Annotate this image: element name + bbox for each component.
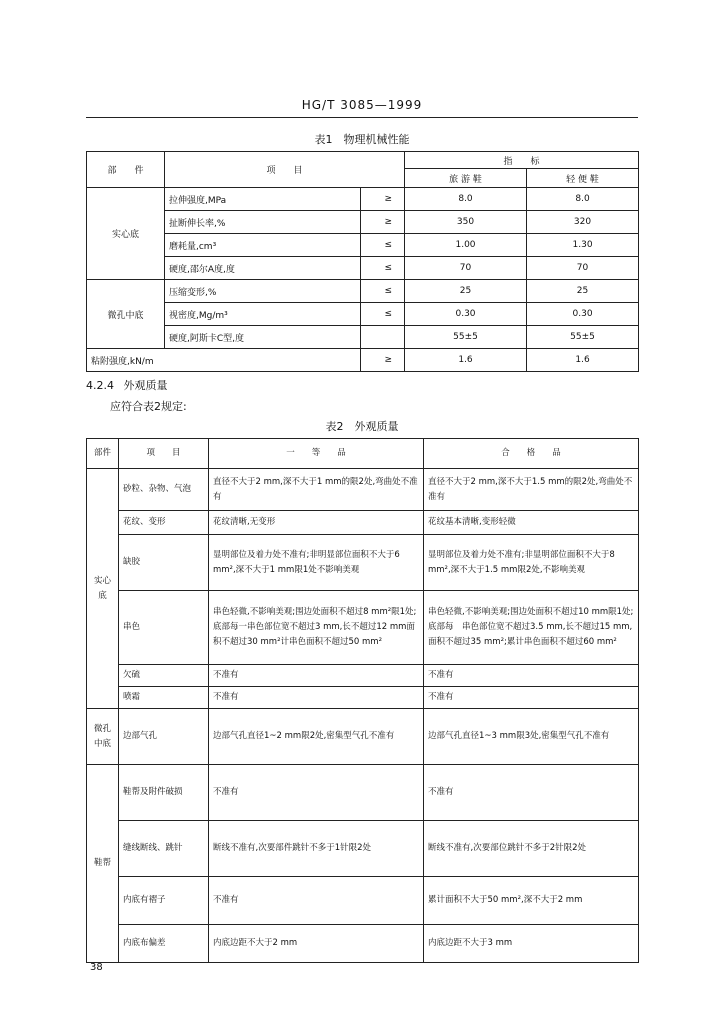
t2-g2: 不准有 [424,765,639,821]
t2-item: 砂粒、杂物、气泡 [119,469,209,511]
t1-head-col1: 旅 游 鞋 [405,169,527,188]
t2-item: 串色 [119,591,209,665]
t2-head-g1: 一 等 品 [209,439,424,469]
t1-v2: 0.30 [527,303,639,326]
section-title: 外观质量 [123,379,168,392]
t2-g2: 显明部位及着力处不准有;非显明部位面积不大于8 mm²,深不大于1.5 mm限2处,不影响美观 [424,535,639,591]
t1-v1: 70 [405,257,527,280]
appearance-quality-table [86,438,639,963]
section-heading [86,377,168,393]
t2-g1: 显明部位及着力处不准有;非明显部位面积不大于6 mm²,深不大于1 mm限1处不影响美观 [209,535,424,591]
section-text: 应符合表2规定: [110,400,187,413]
t2-g1: 断线不准有,次要部件跳针不多于1针限2处 [209,821,424,877]
t2-g1: 不准有 [209,665,424,687]
t2-part: 鞋帮 [87,765,119,963]
t2-item: 缺胶 [119,535,209,591]
t1-item: 扯断伸长率,% [165,211,361,234]
t1-sym [361,326,405,349]
t1-sym: ≤ [361,257,405,280]
t2-g2: 内底边距不大于3 mm [424,925,639,963]
standard-header: HG/T 3085—1999 [301,98,423,112]
t1-sym: ≥ [361,188,405,211]
t2-item: 内底布偏差 [119,925,209,963]
t2-g1: 花纹清晰,无变形 [209,511,424,535]
t2-item: 欠硫 [119,665,209,687]
t1-item: 磨耗量,cm³ [165,234,361,257]
t1-v2: 320 [527,211,639,234]
t2-g2: 不准有 [424,665,639,687]
t1-v2: 8.0 [527,188,639,211]
t2-part: 微孔中底 [87,709,119,765]
t1-v2: 1.6 [527,349,639,372]
t1-part: 微孔中底 [87,280,165,349]
page-number: 38 [90,962,103,973]
t1-v1: 1.00 [405,234,527,257]
header-rule [86,117,638,118]
table1-caption: 表1 物理机械性能 [314,133,410,146]
t1-v2: 70 [527,257,639,280]
t1-item: 硬度,邵尔A度,度 [165,257,361,280]
t1-sym: ≤ [361,280,405,303]
t2-head-item: 项 目 [119,439,209,469]
t1-v1: 0.30 [405,303,527,326]
t2-g2: 断线不准有,次要部位跳针不多于2针限2处 [424,821,639,877]
t2-item: 内底有褶子 [119,877,209,925]
t1-item: 粘附强度,kN/m [87,349,361,372]
t1-head-item: 项 目 [165,152,405,188]
t2-item: 喷霜 [119,687,209,709]
t2-g1: 串色轻微,不影响美观;围边处面积不超过8 mm²限1处;底部每一串色部位宽不超过3 mm,长不超过12 mm面积不超过30 mm²计串色面积不超过50 mm² [209,591,424,665]
t2-g2: 直径不大于2 mm,深不大于1.5 mm的限2处,弯曲处不准有 [424,469,639,511]
t1-sym: ≤ [361,234,405,257]
t2-g2: 不准有 [424,687,639,709]
table2-caption: 表2 外观质量 [325,420,399,433]
t2-g2: 累计面积不大于50 mm²,深不大于2 mm [424,877,639,925]
t1-part: 实心底 [87,188,165,280]
t1-item: 拉伸强度,MPa [165,188,361,211]
t1-item: 硬度,阿斯卡C型,度 [165,326,361,349]
t2-g1: 边部气孔直径1~2 mm限2处,密集型气孔不准有 [209,709,424,765]
t1-head-col2: 轻 便 鞋 [527,169,639,188]
t1-v1: 8.0 [405,188,527,211]
t2-g2: 边部气孔直径1~3 mm限3处,密集型气孔不准有 [424,709,639,765]
t2-item: 边部气孔 [119,709,209,765]
t1-sym: ≥ [361,349,405,372]
t2-item: 缝线断线、跳针 [119,821,209,877]
t1-sym: ≥ [361,211,405,234]
t1-v1: 1.6 [405,349,527,372]
t2-g2: 串色轻微,不影响美观;围边处面积不超过10 mm限1处;底部每 串色部位宽不超过3.5 mm,长不超过15 mm,面积不超过35 mm²;累计串色面积不超过60 mm² [424,591,639,665]
t2-item: 鞋帮及附件破损 [119,765,209,821]
t1-head-part: 部 件 [87,152,165,188]
t1-item: 视密度,Mg/m³ [165,303,361,326]
t2-head-part: 部件 [87,439,119,469]
t2-g1: 不准有 [209,687,424,709]
t1-v1: 350 [405,211,527,234]
t2-g1: 不准有 [209,765,424,821]
t2-g2: 花纹基本清晰,变形轻微 [424,511,639,535]
t2-item: 花纹、变形 [119,511,209,535]
t2-g1: 不准有 [209,877,424,925]
section-number: 4.2.4 [86,379,114,392]
t2-head-g2: 合 格 品 [424,439,639,469]
t2-g1: 直径不大于2 mm,深不大于1 mm的限2处,弯曲处不准有 [209,469,424,511]
t2-part: 实心底 [87,469,119,709]
t1-v2: 25 [527,280,639,303]
physical-properties-table [86,151,639,372]
t1-item: 压缩变形,% [165,280,361,303]
t1-v2: 1.30 [527,234,639,257]
t1-head-index: 指 标 [405,152,639,169]
t1-v1: 55±5 [405,326,527,349]
t2-g1: 内底边距不大于2 mm [209,925,424,963]
t1-v1: 25 [405,280,527,303]
t1-v2: 55±5 [527,326,639,349]
t1-sym: ≤ [361,303,405,326]
